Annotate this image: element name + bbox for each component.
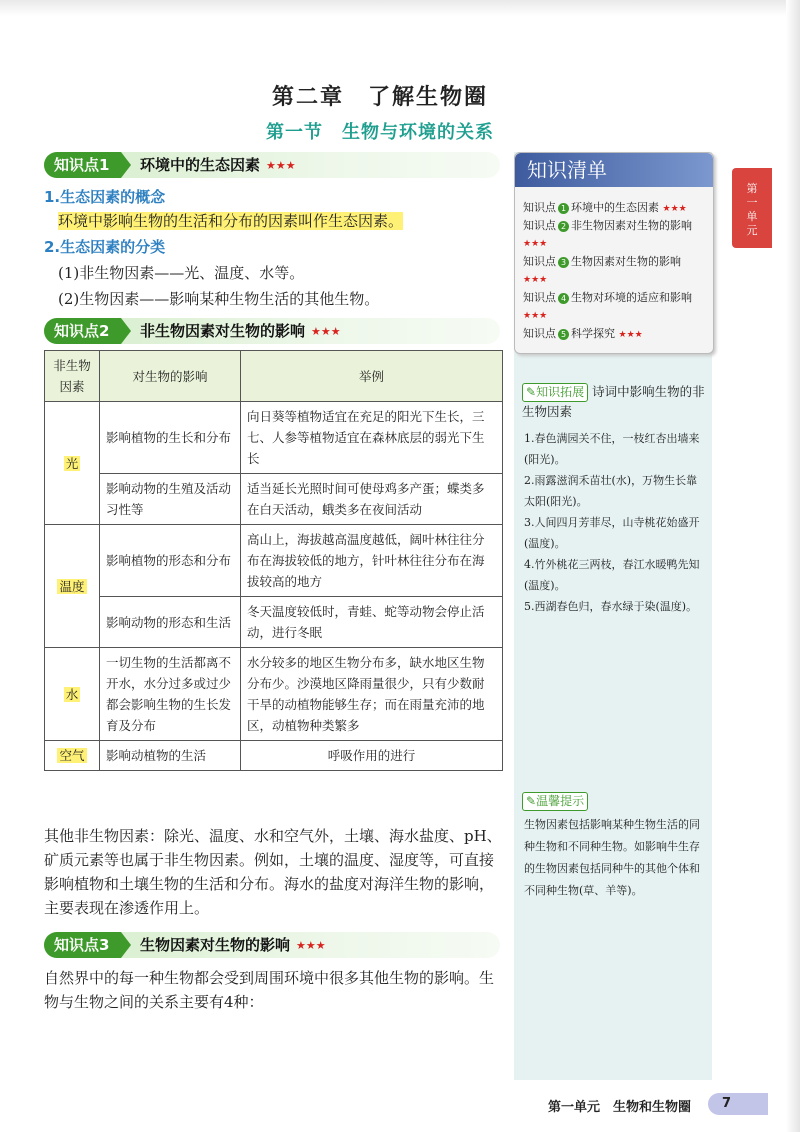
kp3-title-text: 生物因素对生物的影响 <box>140 936 291 954</box>
quick-list-box <box>514 152 714 354</box>
table-header-effect: 对生物的影响 <box>100 351 241 402</box>
kp3-bar <box>44 932 500 958</box>
quick-list-stars: ★★★ <box>618 330 643 340</box>
quick-list-stars: ★★★ <box>523 311 548 321</box>
quick-list-item <box>523 199 707 218</box>
unit-side-tab-label: 第一单元 <box>746 182 758 237</box>
table-row <box>45 474 503 525</box>
scan-edge-top <box>0 0 800 16</box>
kp1-bar <box>44 152 500 178</box>
quick-list-header: 知识清单 <box>515 153 713 187</box>
tip-header <box>522 790 588 811</box>
extension-tag <box>522 383 588 402</box>
kp1-item1: (1)非生物因素——光、温度、水等。 <box>58 264 305 282</box>
unit-side-tab <box>732 168 772 248</box>
factor-cell <box>45 648 100 741</box>
quick-list-stars: ★★★ <box>662 204 687 214</box>
example-cell: 高山上，海拔越高温度越低，阔叶林往往分布在海拔较低的地方，针叶林往往分布在海拔较高的地方 <box>241 525 503 597</box>
quick-list-item <box>523 217 707 253</box>
extension-title-text: 诗词中影响生物的非生物因素 <box>522 384 705 419</box>
table-header-factor: 非生物因素 <box>45 351 100 402</box>
quick-list-item <box>523 289 707 325</box>
quick-list-number: 2 <box>558 221 569 232</box>
extension-line: 2.雨露滋润禾苗壮(水)，万物生长靠太阳(阳光)。 <box>524 474 698 508</box>
kp1-definition <box>58 210 403 232</box>
kp1-title <box>140 152 296 179</box>
effect-cell: 影响动物的形态和生活 <box>100 597 241 648</box>
example-cell: 冬天温度较低时，青蛙、蛇等动物会停止活动，进行冬眠 <box>241 597 503 648</box>
kp3-title <box>140 932 326 959</box>
quick-list-label: 环境中的生态因素 <box>571 201 659 214</box>
kp1-item2: (2)生物因素——影响某种生物生活的其他生物。 <box>58 290 380 308</box>
factor-cell <box>45 741 100 771</box>
example-cell: 适当延长光照时间可使母鸡多产蛋；蝶类多在白天活动，蛾类多在夜间活动 <box>241 474 503 525</box>
kp2-title <box>140 318 341 345</box>
quick-list-item <box>523 253 707 289</box>
extension-line: 1.春色满园关不住，一枝红杏出墙来(阳光)。 <box>524 432 700 466</box>
quick-list-number: 1 <box>558 203 569 214</box>
page-number: 7 <box>708 1093 768 1115</box>
tip-tag <box>522 792 588 811</box>
example-cell: 呼吸作用的进行 <box>241 741 503 771</box>
effect-cell: 一切生物的生活都离不开水，水分过多或过少都会影响生物的生长发育及分布 <box>100 648 241 741</box>
section-title: 第一节 生物与环境的关系 <box>266 122 494 143</box>
quick-list-prefix: 知识点 <box>523 327 556 340</box>
quick-list-item <box>523 325 707 344</box>
effect-cell: 影响动植物的生活 <box>100 741 241 771</box>
quick-list-number: 3 <box>558 257 569 268</box>
effect-cell: 影响动物的生殖及活动习性等 <box>100 474 241 525</box>
factor-label: 温度 <box>59 578 85 594</box>
scan-edge-right <box>786 0 800 1132</box>
tip-text: 生物因素包括影响某种生物生活的同种生物和不同种生物。如影响牛生存的生物因素包括同种牛的其他个体和不同种生物(草、羊等)。 <box>524 818 700 897</box>
extension-line: 5.西湖春色归，春水绿于染(温度)。 <box>524 600 698 613</box>
quick-list-prefix: 知识点 <box>523 255 556 268</box>
table-header-row <box>45 351 503 402</box>
abiotic-factor-table <box>44 350 503 771</box>
table-row <box>45 741 503 771</box>
lightbulb-icon: ✎ <box>526 385 537 399</box>
lightbulb-icon: ✎ <box>526 794 537 808</box>
table-row <box>45 402 503 474</box>
factor-cell <box>45 525 100 648</box>
quick-list-number: 5 <box>558 329 569 340</box>
effect-cell: 影响植物的生长和分布 <box>100 402 241 474</box>
extension-list <box>524 428 706 617</box>
example-cell: 向日葵等植物适宜在充足的阳光下生长，三七、人参等植物适宜在森林底层的弱光下生长 <box>241 402 503 474</box>
extension-line: 3.人间四月芳菲尽，山寺桃花始盛开(温度)。 <box>524 516 700 550</box>
extension-title <box>522 382 706 422</box>
example-cell: 水分较多的地区生物分布多，缺水地区生物分布少。沙漠地区降雨量很少，只有少数耐干旱的动植物能够生存；而在雨量充沛的地区，动植物种类繁多 <box>241 648 503 741</box>
factor-label: 光 <box>65 455 79 471</box>
kp2-tag: 知识点2 <box>44 318 121 344</box>
kp1-title-text: 环境中的生态因素 <box>140 156 261 174</box>
kp2-title-text: 非生物因素对生物的影响 <box>140 322 306 340</box>
table-row <box>45 525 503 597</box>
quick-list-label: 生物对环境的适应和影响 <box>571 291 692 304</box>
kp1-heading1: 1.生态因素的概念 <box>44 188 166 206</box>
kp2-stars: ★★★ <box>311 325 341 338</box>
factor-cell <box>45 402 100 525</box>
quick-list-prefix: 知识点 <box>523 201 556 214</box>
kp1-heading2: 2.生态因素的分类 <box>44 238 166 256</box>
factor-label: 空气 <box>59 748 85 763</box>
quick-list-prefix: 知识点 <box>523 291 556 304</box>
tip-tag-label: 温馨提示 <box>536 794 585 808</box>
kp1-stars: ★★★ <box>266 159 296 172</box>
factor-label: 水 <box>65 686 79 702</box>
kp1-tag: 知识点1 <box>44 152 121 178</box>
quick-list-label: 非生物因素对生物的影响 <box>571 219 692 232</box>
footer-unit-title: 第一单元 生物和生物圈 <box>548 1100 692 1115</box>
kp3-paragraph: 自然界中的每一种生物都会受到周围环境中很多其他生物的影响。生物与生物之间的关系主要有4种： <box>44 969 495 1011</box>
quick-list-stars: ★★★ <box>523 239 548 249</box>
kp2-bar <box>44 318 500 344</box>
quick-list-prefix: 知识点 <box>523 219 556 232</box>
table-row <box>45 648 503 741</box>
table-header-example: 举例 <box>241 351 503 402</box>
quick-list-label: 科学探究 <box>571 327 615 340</box>
kp2-paragraph: 其他非生物因素：除光、温度、水和空气外，土壤、海水盐度、pH、矿质元素等也属于非生物因素。例如，土壤的温度、湿度等，可直接影响植物和土壤生物的生活和分布。海水的盐度对海洋生物的影响，主要表现在渗透作用上。 <box>44 827 502 917</box>
table-row <box>45 597 503 648</box>
quick-list-stars: ★★★ <box>523 275 548 285</box>
extension-line: 4.竹外桃花三两枝，春江水暖鸭先知(温度)。 <box>524 558 700 592</box>
chapter-title: 第二章 了解生物圈 <box>271 85 488 110</box>
quick-list-number: 4 <box>558 293 569 304</box>
kp3-tag: 知识点3 <box>44 932 121 958</box>
quick-list-label: 生物因素对生物的影响 <box>571 255 681 268</box>
kp1-definition-text: 环境中影响生物的生活和分布的因素叫作生态因素。 <box>58 212 404 230</box>
effect-cell: 影响植物的形态和分布 <box>100 525 241 597</box>
kp3-stars: ★★★ <box>296 939 326 952</box>
extension-tag-label: 知识拓展 <box>536 385 585 399</box>
